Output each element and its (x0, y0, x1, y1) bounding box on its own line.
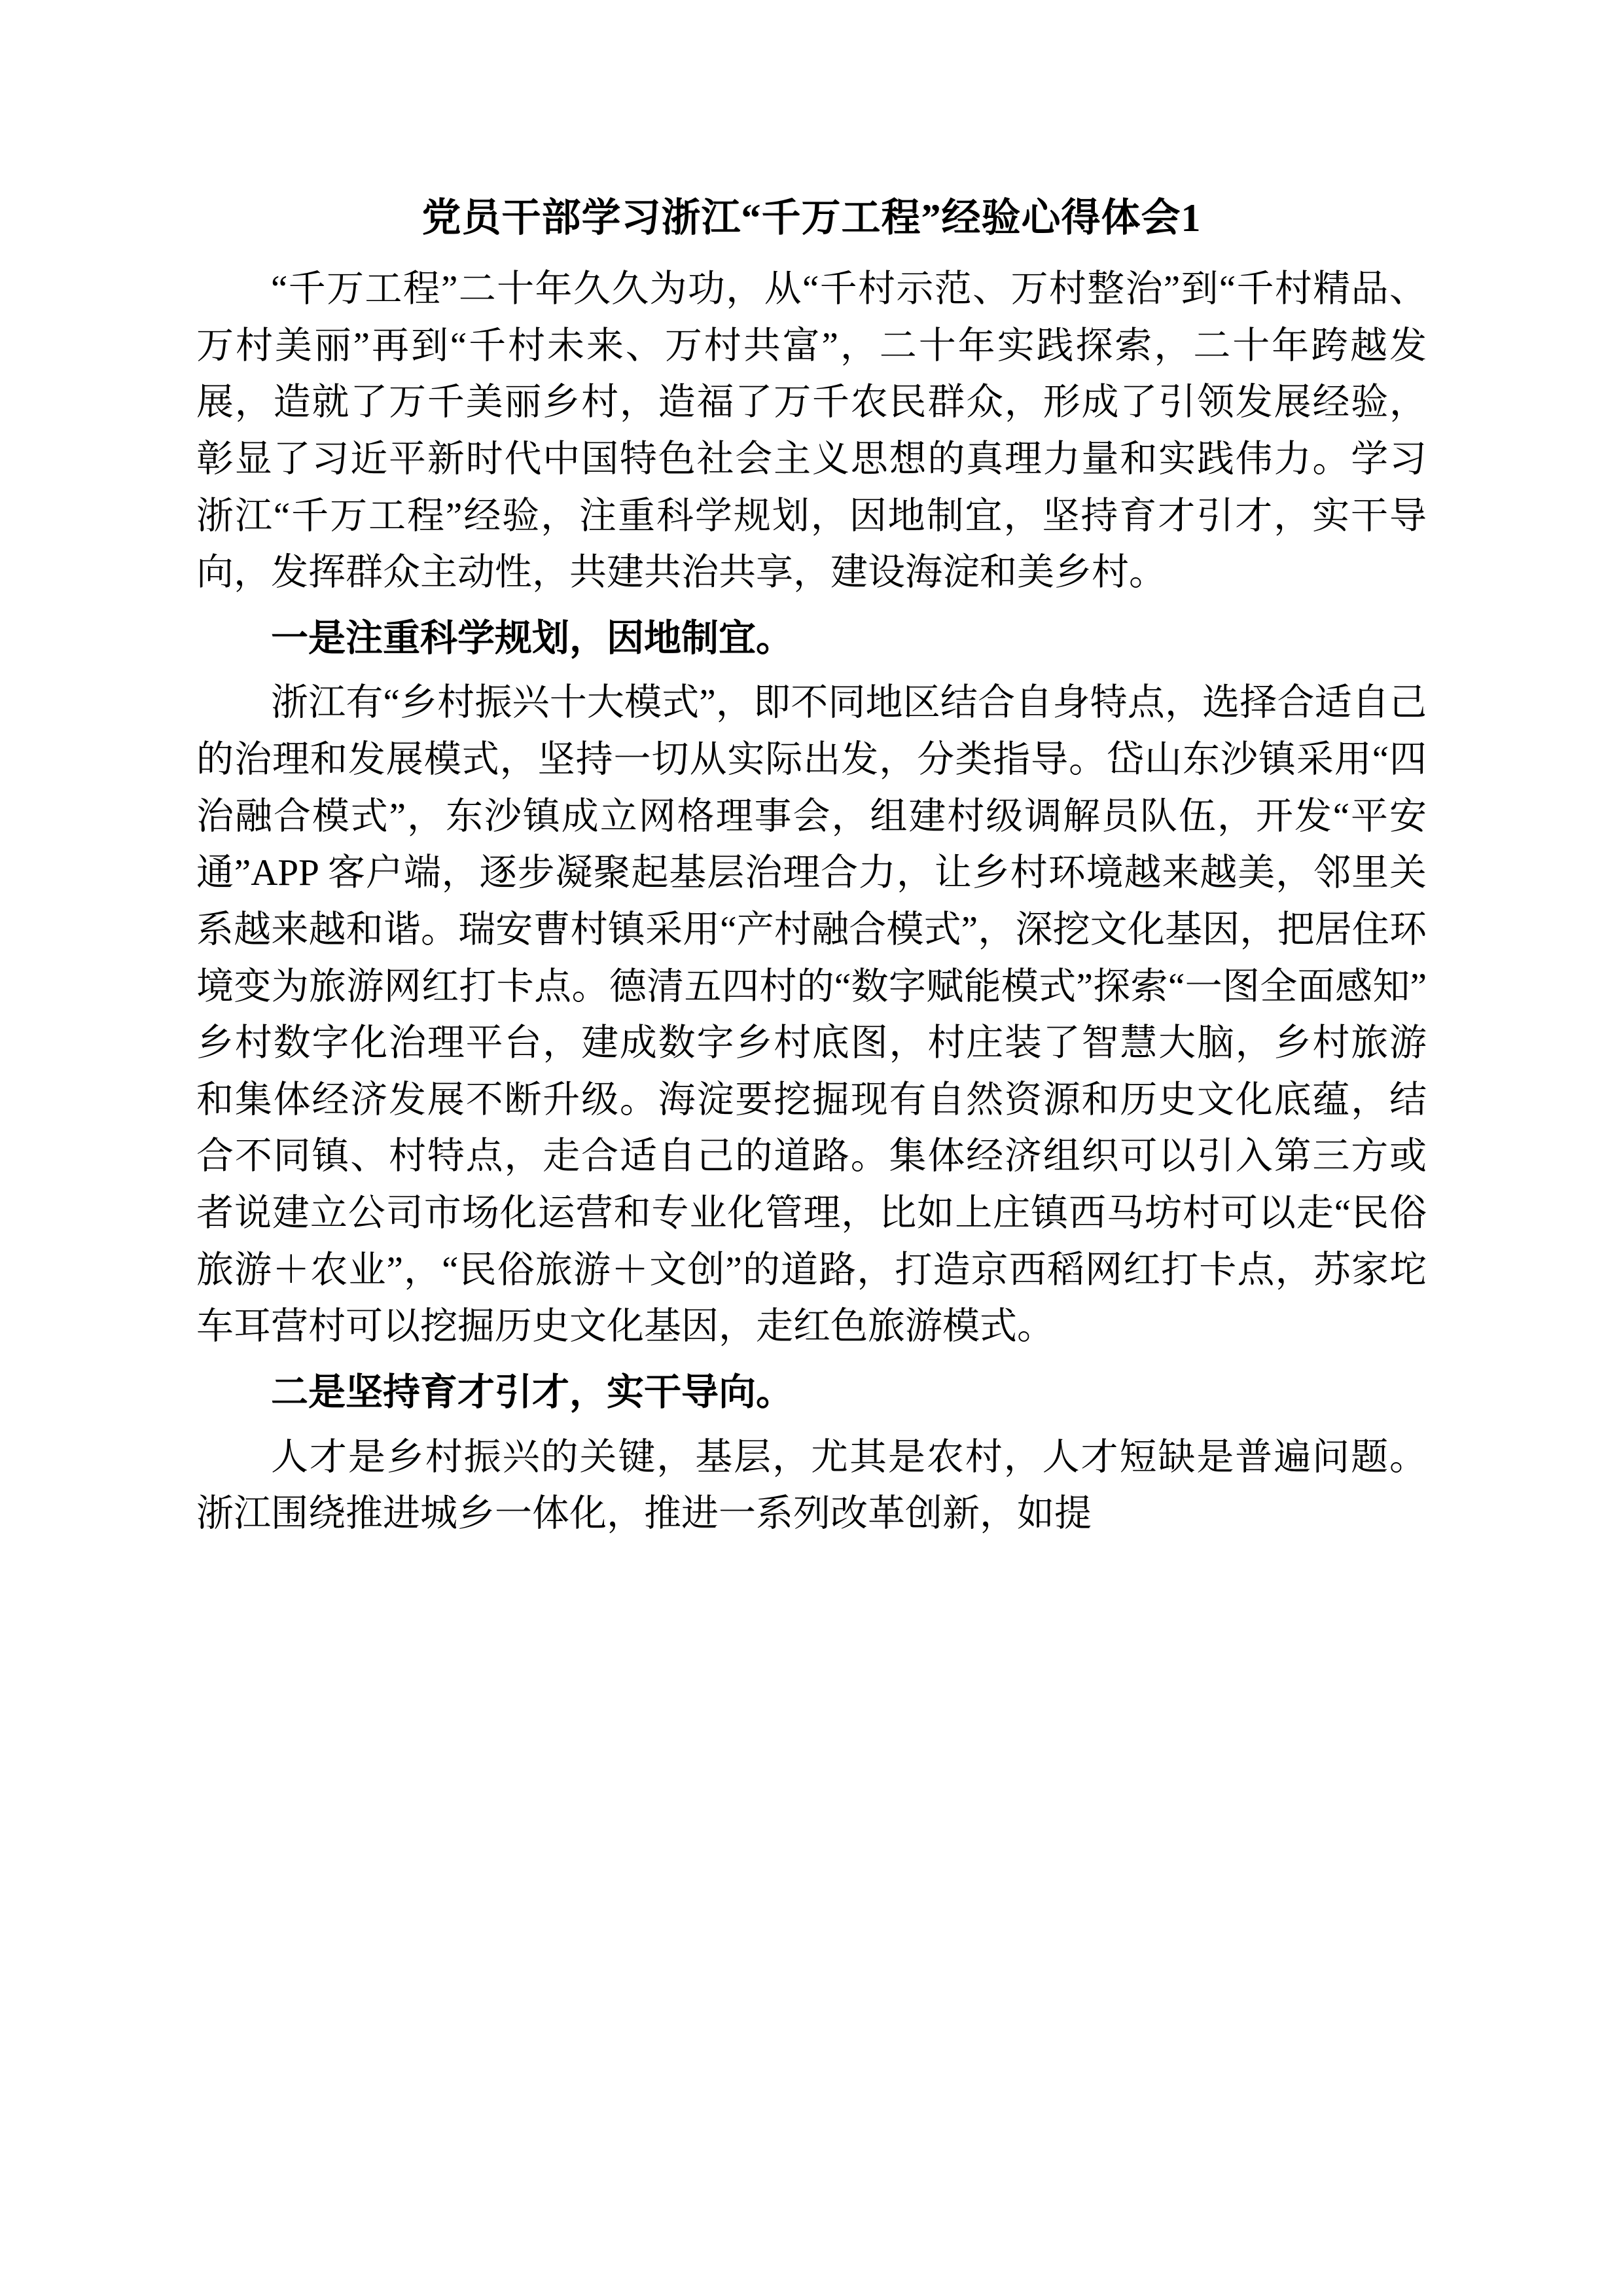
page-title: 党员干部学习浙江“千万工程”经验心得体会1 (421, 196, 1202, 240)
paragraph-section-two-body: 人才是乡村振兴的关键，基层，尤其是农村，人才短缺是普遍问题。浙江围绕推进城乡一体化，推进一系列改革创新，如提 (196, 1436, 1427, 1535)
section-heading-two: 二是坚持育才引才，实干导向。 (271, 1371, 793, 1413)
paragraph-section-one-body: 浙江有“乡村振兴十大模式”，即不同地区结合自身特点，选择合适自己的治理和发展模式，坚持一切从实际出发，分类指导。岱山东沙镇采用“四治融合模式”，东沙镇成立网格理事会，组建村级调解员队伍，开发“平安通”APP 客户端，逐步凝聚起基层治理合力，让乡村环境越来越美，邻里关系越来越和谐。瑞安曹村镇采用“产村融合模式”，深挖文化基因，把居住环境变为旅游网红打卡点。德清五四村的“数字赋能模式”探索“一图全面感知”乡村数字化治理平台，建成数字乡村底图，村庄装了智慧大脑，乡村旅游和集体经济发展不断升级。海淀要挖掘现有自然资源和历史文化底蕴，结合不同镇、村特点，走合适自己的道路。集体经济组织可以引入第三方或者说建立公司市场化运营和专业化管理，比如上庄镇西马坊村可以走“民俗旅游＋农业”，“民俗旅游＋文创”的道路，打造京西稻网红打卡点，苏家坨车耳营村可以挖掘历史文化基因，走红色旅游模式。 (196, 682, 1427, 1348)
section-heading-one: 一是注重科学规划，因地制宜。 (271, 617, 793, 659)
document-content (196, 190, 1427, 1543)
paragraph-intro: “千万工程”二十年久久为功，从“千村示范、万村整治”到“千村精品、万村美丽”再到“千村未来、万村共富”，二十年实践探索，二十年跨越发展，造就了万千美丽乡村，造福了万千农民群众，形成了引领发展经验，彰显了习近平新时代中国特色社会主义思想的真理力量和实践伟力。学习浙江“千万工程”经验，注重科学规划，因地制宜，坚持育才引才，实干导向，发挥群众主动性，共建共治共享，建设海淀和美乡村。 (196, 268, 1427, 594)
